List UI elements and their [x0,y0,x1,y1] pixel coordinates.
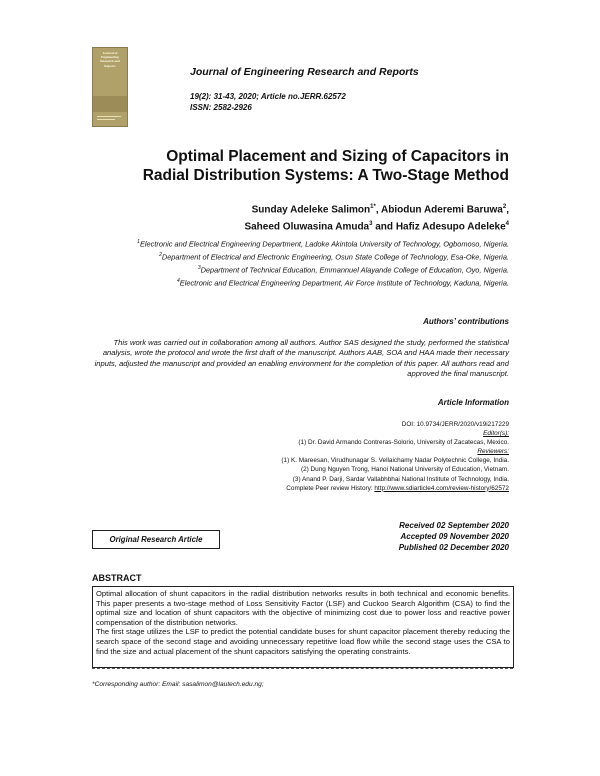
peer-review-history [109,484,509,493]
editor: (1) Dr. David Armando Contreras-Solorio, University of Zacatecas, Mexico. [298,439,509,447]
affiliation-sup: 4 [177,277,180,284]
journal-issn: ISSN: 2582-2926 [190,103,252,112]
reviewer: (1) K. Mareesan, Virudhunagar S. Vellaichamy Nadar Polytechnic College, India. [281,457,509,465]
contributions-text: This work was carried out in collaboration among all authors. Author SAS designed the study, performed the statistical analysis, wrote the protocol and wrote the first draft of the manuscript. Authors AAB, SOA and HAA made their necessary inputs, adjusted the manuscript and provided an enabling environment for the completion of this paper. All authors read and approved the final manuscript. [94,338,509,379]
author-sup: 2 [502,204,507,210]
cover-title [93,51,127,68]
cover-title-line: Journal of [102,51,118,55]
affiliation-sup: 1 [137,239,140,245]
affiliation-text: Department of Technical Education, Emmannuel Alayande College of Education, Oyo, Nigeria. [200,265,509,275]
footnote-divider [92,668,513,669]
author-sep: , [506,204,509,216]
affiliation-item [49,276,509,289]
article-info-block [109,420,509,493]
affiliation-text: Electronic and Electrical Engineering Department, Air Force Institute of Technology, Kaduna, Nigeria. [179,278,509,288]
cover-rule [97,116,121,117]
affiliation-text: Electronic and Electrical Engineering Department, Ladoke Akintola University of Technology, Ogbomoso, Nigeria. [139,239,509,249]
author-name: Saheed Oluwasina Amuda [244,221,370,233]
abstract-box [92,586,514,668]
doi: DOI: 10.9734/JERR/2020/v19i217229 [401,421,509,428]
affiliation-sup: 2 [159,251,162,258]
contributions-heading: Authors’ contributions [423,317,509,326]
peer-review-history-link[interactable]: http://www.sdiarticle4.com/review-history/62572 [374,484,509,492]
reviewer: (3) Anand P. Darji, Sardar Vallabhbhai National Institute of Technology, India. [292,475,509,483]
author-list [79,200,509,235]
paper-title-line: Optimal Placement and Sizing of Capacitors in [166,148,509,165]
date-accepted: Accepted 09 November 2020 [400,532,509,541]
author-sep: , [375,204,381,216]
paper-title-line: Radial Distribution Systems: A Two-Stage Method [142,167,509,184]
corresponding-author-footnote: *Corresponding author: Email: sasalimon@lautech.edu.ng; [92,681,264,688]
affiliation-list [49,237,509,289]
abstract-paragraph: Optimal allocation of shunt capacitors in the radial distribution networks results in both technical and economic benefits. This paper presents a two-stage method of Loss Sensitivity Factor (LSF) and Cuckoo Search Algorithm (CSA) to find the optimal size and location of shunt capacitors with the objective of minimizing cost due to power loss and reactive power compensation of the distribution networks. [96,589,510,627]
author-name: Hafiz Adesupo Adeleke [395,221,506,233]
cover-rule [97,119,115,120]
abstract-paragraph: The first stage utilizes the LSF to predict the potential candidate buses for shunt capacitor placement thereby reducing the search space of the second stage and avoiding unnecessary repetitive load flow while the second stage uses the CSA to find the size and actual placement of the shunt capacitors satisfying the operating constraints. [96,627,510,656]
affiliation-item [49,237,509,250]
author-name: Sunday Adeleke Salimon [251,204,371,216]
peer-review-history-label: Complete Peer review History: [286,484,375,492]
cover-title-line: Research and [100,59,120,64]
abstract-heading: ABSTRACT [92,573,142,583]
date-published: Published 02 December 2020 [398,543,509,552]
cover-title-line: Reports [104,63,116,68]
cover-title-line: Engineering [101,55,119,60]
editor-label: Editor(s): [483,430,509,438]
author-sup: 4 [505,221,509,228]
affiliation-item [49,250,509,263]
cover-band [93,96,127,112]
reviewers-label: Reviewers: [477,448,509,456]
date-received: Received 02 September 2020 [399,521,509,530]
reviewer: (2) Dung Nguyen Trong, Hanoi National University of Education, Vietnam. [300,466,509,474]
author-sep: and [372,221,396,233]
journal-cover-image [92,47,128,127]
article-info-heading: Article Information [437,398,509,407]
journal-name: Journal of Engineering Research and Reports [190,66,419,78]
article-type-badge: Original Research Article [92,530,220,549]
journal-volume: 19(2): 31-43, 2020; Article no.JERR.62572 [190,92,346,101]
affiliation-sup: 3 [197,264,201,271]
affiliation-item [49,263,509,276]
author-sup: 1* [370,204,376,210]
author-sup: 3 [369,221,373,228]
article-dates [399,520,509,553]
author-name: Abiodun Aderemi Baruwa [381,204,503,216]
affiliation-text: Department of Electrical and Electronic Engineering, Osun State College of Technology, Esa-Oke, Nigeria. [161,252,509,262]
paper-title [79,147,509,185]
